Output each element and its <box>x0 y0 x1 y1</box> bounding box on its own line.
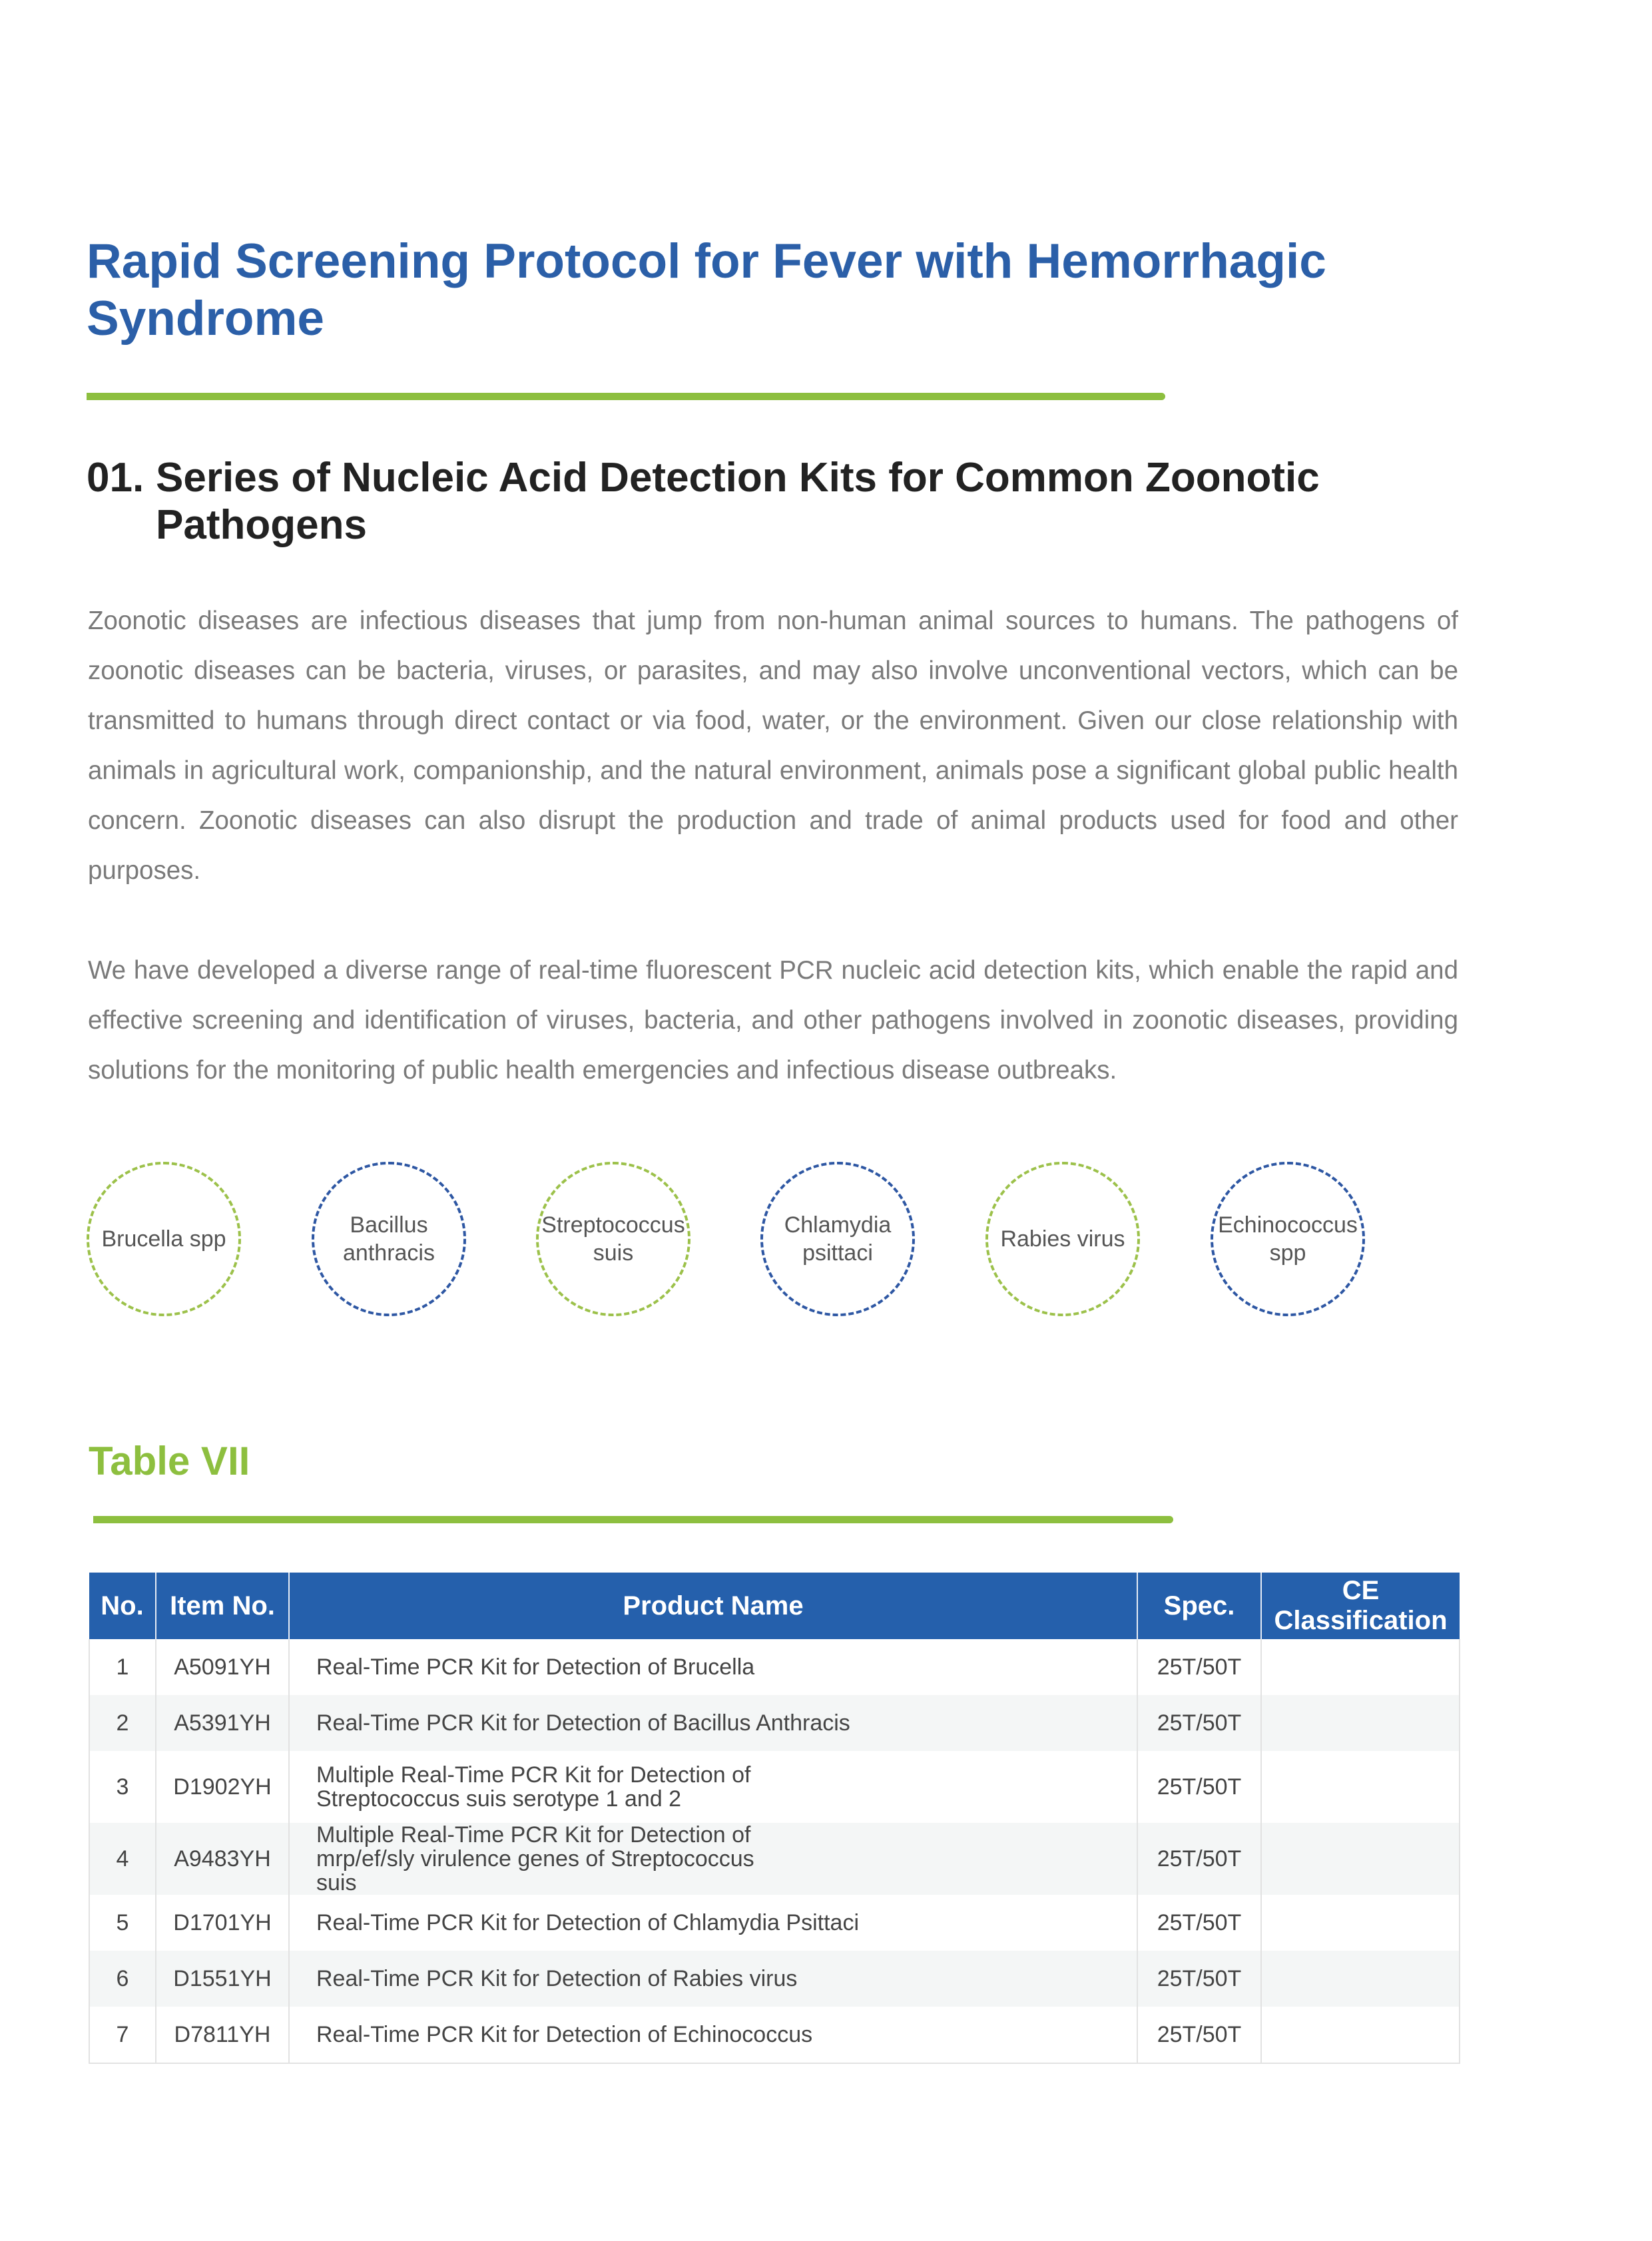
cell-spec: 25T/50T <box>1137 1895 1261 1951</box>
table-row <box>89 1695 1460 1751</box>
cell-product-name: Multiple Real-Time PCR Kit for Detection of Streptococcus suis serotype 1 and 2 <box>289 1751 1137 1823</box>
pathogen-label: Bacillus anthracis <box>343 1212 435 1266</box>
cell-no: 6 <box>89 1951 156 2007</box>
cell-product-name: Real-Time PCR Kit for Detection of Chlamydia Psittaci <box>289 1895 1137 1951</box>
kits-paragraph: We have developed a diverse range of real-time fluorescent PCR nucleic acid detection kits, which enable the rapid and effective screening and identification of viruses, bacteria, and other pathogens involved in zoonotic diseases, providing solutions for the monitoring of public health emergencies and infectious disease outbreaks. <box>88 956 1458 1085</box>
cell-product-name: Real-Time PCR Kit for Detection of Bacillus Anthracis <box>289 1695 1137 1751</box>
cell-spec: 25T/50T <box>1137 1639 1261 1695</box>
pathogen-circle-brucella <box>87 1162 241 1316</box>
cell-item-no: D1551YH <box>156 1951 289 2007</box>
table-row <box>89 1951 1460 2007</box>
cell-ce <box>1261 1695 1460 1751</box>
cell-no: 3 <box>89 1751 156 1823</box>
cell-spec: 25T/50T <box>1137 1951 1261 2007</box>
section-heading <box>87 454 1352 549</box>
pathogen-circle-bacillus <box>312 1162 466 1316</box>
pathogen-label: Brucella spp <box>101 1226 226 1252</box>
pathogen-circle-rabies <box>985 1162 1140 1316</box>
title-divider <box>87 393 1165 400</box>
cell-ce <box>1261 1639 1460 1695</box>
header-no: No. <box>89 1573 156 1639</box>
product-table <box>89 1573 1460 2064</box>
table-divider <box>93 1516 1173 1523</box>
cell-product-name: Real-Time PCR Kit for Detection of Echinococcus <box>289 2007 1137 2063</box>
cell-no: 5 <box>89 1895 156 1951</box>
header-item-no: Item No. <box>156 1573 289 1639</box>
cell-ce <box>1261 1951 1460 2007</box>
cell-ce <box>1261 1751 1460 1823</box>
pathogen-circle-chlamydia <box>760 1162 915 1316</box>
cell-spec: 25T/50T <box>1137 2007 1261 2063</box>
cell-product-name: Real-Time PCR Kit for Detection of Brucella <box>289 1639 1137 1695</box>
cell-spec: 25T/50T <box>1137 1751 1261 1823</box>
table-row <box>89 1751 1460 1823</box>
cell-product-name: Real-Time PCR Kit for Detection of Rabies virus <box>289 1951 1137 2007</box>
cell-item-no: A9483YH <box>156 1823 289 1895</box>
pathogen-circles <box>87 1162 1418 1322</box>
cell-spec: 25T/50T <box>1137 1695 1261 1751</box>
cell-product-name: Multiple Real-Time PCR Kit for Detection of mrp/ef/sly virulence genes of Streptococcus suis <box>289 1823 1137 1895</box>
pathogen-label: Streptococcus suis <box>541 1212 685 1266</box>
section-heading-text: Series of Nucleic Acid Detection Kits for Common Zoonotic Pathogens <box>156 455 1320 548</box>
pathogen-label: Echinococcus spp <box>1218 1212 1358 1266</box>
header-ce-classification: CE Classification <box>1261 1573 1460 1639</box>
table-row <box>89 1823 1460 1895</box>
pathogen-circle-echinococcus <box>1211 1162 1365 1316</box>
cell-spec: 25T/50T <box>1137 1823 1261 1895</box>
cell-no: 1 <box>89 1639 156 1695</box>
cell-item-no: A5391YH <box>156 1695 289 1751</box>
section-number: 01. <box>87 455 144 501</box>
intro-paragraph: Zoonotic diseases are infectious diseases that jump from non-human animal sources to humans. The pathogens of zoonotic diseases can be bacteria, viruses, or parasites, and may also involve unconventional vectors, which can be transmitted to humans through direct contact or via food, water, or the environment. Given our close relationship with animals in agricultural work, companionship, and the natural environment, animals pose a significant global public health concern. Zoonotic diseases can also disrupt the production and trade of animal products used for food and other purposes. <box>88 607 1458 885</box>
table-label: Table VII <box>89 1439 250 1483</box>
cell-ce <box>1261 1823 1460 1895</box>
pathogen-label: Chlamydia psittaci <box>784 1212 892 1266</box>
cell-item-no: D7811YH <box>156 2007 289 2063</box>
cell-ce <box>1261 1895 1460 1951</box>
pathogen-circle-streptococcus <box>536 1162 690 1316</box>
header-spec: Spec. <box>1137 1573 1261 1639</box>
cell-no: 4 <box>89 1823 156 1895</box>
cell-no: 2 <box>89 1695 156 1751</box>
cell-item-no: D1902YH <box>156 1751 289 1823</box>
table-row <box>89 1639 1460 1695</box>
pathogen-label: Rabies virus <box>1000 1226 1125 1252</box>
table-row <box>89 1895 1460 1951</box>
table-row <box>89 2007 1460 2063</box>
table-header-row <box>89 1573 1460 1639</box>
header-product-name: Product Name <box>289 1573 1137 1639</box>
cell-item-no: D1701YH <box>156 1895 289 1951</box>
cell-no: 7 <box>89 2007 156 2063</box>
cell-ce <box>1261 2007 1460 2063</box>
page-title: Rapid Screening Protocol for Fever with Hemorrhagic Syndrome <box>87 234 1326 346</box>
cell-item-no: A5091YH <box>156 1639 289 1695</box>
